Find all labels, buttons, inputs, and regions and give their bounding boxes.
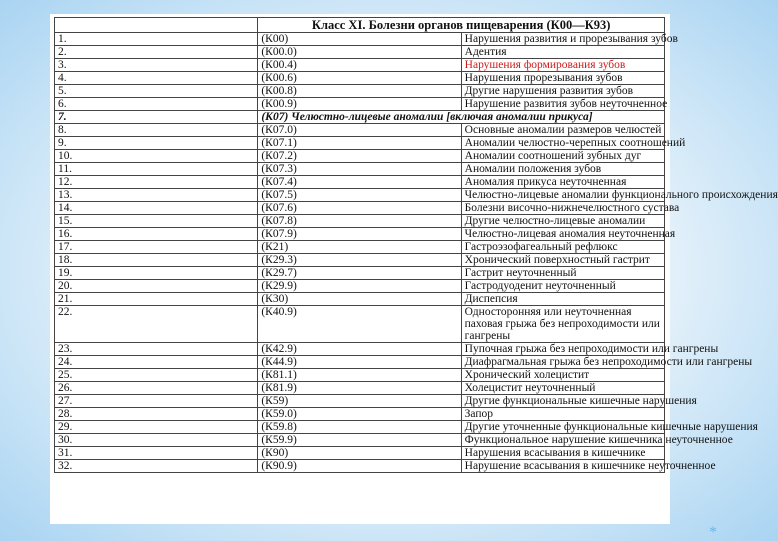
disease-table bbox=[54, 17, 778, 473]
corner-asterisk: * bbox=[709, 524, 717, 541]
icd-code: (К59.9) bbox=[258, 434, 461, 447]
table-row bbox=[55, 202, 665, 215]
diagnosis-name: Нарушения развития и прорезывания зубов bbox=[461, 33, 664, 46]
table-row bbox=[55, 72, 665, 85]
row-number: 32. bbox=[55, 460, 258, 473]
diagnosis-name: Диафрагмальная грыжа без непроходимости или гангрены bbox=[461, 356, 664, 369]
diagnosis-name: Другие нарушения развития зубов bbox=[461, 85, 664, 98]
document-sheet bbox=[50, 14, 778, 524]
row-number: 14. bbox=[55, 202, 258, 215]
row-number: 6. bbox=[55, 98, 258, 111]
diagnosis-name: Челюстно-лицевая аномалия неуточненная bbox=[461, 228, 664, 241]
diagnosis-name: Челюстно-лицевые аномалии функционального происхождения bbox=[461, 189, 664, 202]
diagnosis-name: Нарушение развития зубов неуточненное bbox=[461, 98, 664, 111]
table-row bbox=[55, 85, 665, 98]
table-row bbox=[55, 59, 665, 72]
icd-code: (К00.8) bbox=[258, 85, 461, 98]
table-header-row bbox=[55, 18, 665, 33]
icd-code: (К29.9) bbox=[258, 280, 461, 293]
diagnosis-name: Запор bbox=[461, 408, 664, 421]
diagnosis-name: Нарушения всасывания в кишечнике bbox=[461, 447, 664, 460]
row-number: 1. bbox=[55, 33, 258, 46]
table-row bbox=[55, 241, 665, 254]
icd-code: (К07.4) bbox=[258, 176, 461, 189]
table-row bbox=[55, 382, 665, 395]
row-number: 27. bbox=[55, 395, 258, 408]
icd-code: (К29.7) bbox=[258, 267, 461, 280]
diagnosis-name: Нарушения прорезывания зубов bbox=[461, 72, 664, 85]
diagnosis-name: Гастродуоденит неуточненный bbox=[461, 280, 664, 293]
row-number: 13. bbox=[55, 189, 258, 202]
diagnosis-name: Аномалии положения зубов bbox=[461, 163, 664, 176]
row-number: 12. bbox=[55, 176, 258, 189]
diagnosis-name: Нарушение всасывания в кишечнике неуточненное bbox=[461, 460, 664, 473]
icd-code: (К21) bbox=[258, 241, 461, 254]
row-number: 16. bbox=[55, 228, 258, 241]
icd-code: (К29.3) bbox=[258, 254, 461, 267]
row-number: 3. bbox=[55, 59, 258, 72]
diagnosis-name: Гастроэзофагеальный рефлюкс bbox=[461, 241, 664, 254]
icd-code: (К42.9) bbox=[258, 343, 461, 356]
table-row bbox=[55, 408, 665, 421]
diagnosis-name: Другие челюстно-лицевые аномалии bbox=[461, 215, 664, 228]
table-row bbox=[55, 421, 665, 434]
diagnosis-name: Другие уточненные функциональные кишечные нарушения bbox=[461, 421, 664, 434]
table-row bbox=[55, 189, 665, 202]
table-row bbox=[55, 369, 665, 382]
icd-code: (К07.8) bbox=[258, 215, 461, 228]
table-row bbox=[55, 150, 665, 163]
row-number: 21. bbox=[55, 293, 258, 306]
diagnosis-name: Аномалии соотношений зубных дуг bbox=[461, 150, 664, 163]
table-row bbox=[55, 395, 665, 408]
icd-code: (К59) bbox=[258, 395, 461, 408]
table-row bbox=[55, 293, 665, 306]
diagnosis-name: Односторонняя или неуточненная паховая грыжа без непроходимости или гангрены bbox=[461, 306, 664, 343]
icd-code: (К40.9) bbox=[258, 306, 461, 343]
icd-code: (К07.2) bbox=[258, 150, 461, 163]
table-row bbox=[55, 280, 665, 293]
table-row bbox=[55, 176, 665, 189]
table-row bbox=[55, 137, 665, 150]
table-row bbox=[55, 46, 665, 59]
table-row bbox=[55, 111, 665, 124]
row-number: 8. bbox=[55, 124, 258, 137]
table-row bbox=[55, 343, 665, 356]
table-row bbox=[55, 460, 665, 473]
table-row bbox=[55, 356, 665, 369]
diagnosis-name: Диспепсия bbox=[461, 293, 664, 306]
row-number: 5. bbox=[55, 85, 258, 98]
table-row bbox=[55, 163, 665, 176]
table-row bbox=[55, 306, 665, 343]
diagnosis-name: Аномалии челюстно-черепных соотношений bbox=[461, 137, 664, 150]
row-number: 4. bbox=[55, 72, 258, 85]
diagnosis-name: Основные аномалии размеров челюстей bbox=[461, 124, 664, 137]
icd-code: (К00.9) bbox=[258, 98, 461, 111]
icd-code: (К30) bbox=[258, 293, 461, 306]
icd-code: (К59.0) bbox=[258, 408, 461, 421]
row-number: 17. bbox=[55, 241, 258, 254]
diagnosis-name: Нарушения формирования зубов bbox=[461, 59, 664, 72]
header-num-cell bbox=[55, 18, 258, 33]
icd-code: (К00.6) bbox=[258, 72, 461, 85]
diagnosis-name: Хронический поверхностный гастрит bbox=[461, 254, 664, 267]
row-number: 20. bbox=[55, 280, 258, 293]
table-row bbox=[55, 447, 665, 460]
table-row bbox=[55, 267, 665, 280]
table-title: Класс XI. Болезни органов пищеварения (К00—К93) bbox=[258, 18, 665, 33]
row-number: 19. bbox=[55, 267, 258, 280]
row-number: 30. bbox=[55, 434, 258, 447]
diagnosis-name: Холецистит неуточненный bbox=[461, 382, 664, 395]
row-number: 31. bbox=[55, 447, 258, 460]
row-number: 26. bbox=[55, 382, 258, 395]
diagnosis-name: Аномалия прикуса неуточненная bbox=[461, 176, 664, 189]
row-number: 22. bbox=[55, 306, 258, 343]
row-number: 25. bbox=[55, 369, 258, 382]
row-number: 2. bbox=[55, 46, 258, 59]
diagnosis-name: Функциональное нарушение кишечника неуточненное bbox=[461, 434, 664, 447]
icd-code: (К81.1) bbox=[258, 369, 461, 382]
section-heading: (К07) Челюстно-лицевые аномалии [включая аномалии прикуса] bbox=[258, 111, 665, 124]
icd-code: (К44.9) bbox=[258, 356, 461, 369]
row-number: 24. bbox=[55, 356, 258, 369]
icd-code: (К81.9) bbox=[258, 382, 461, 395]
table-row bbox=[55, 124, 665, 137]
row-number: 7. bbox=[55, 111, 258, 124]
diagnosis-name: Другие функциональные кишечные нарушения bbox=[461, 395, 664, 408]
table-row bbox=[55, 98, 665, 111]
table-row bbox=[55, 434, 665, 447]
diagnosis-name: Адентия bbox=[461, 46, 664, 59]
diagnosis-name: Хронический холецистит bbox=[461, 369, 664, 382]
diagnosis-name: Гастрит неуточненный bbox=[461, 267, 664, 280]
table-row bbox=[55, 215, 665, 228]
icd-code: (К00.0) bbox=[258, 46, 461, 59]
icd-code: (К59.8) bbox=[258, 421, 461, 434]
icd-code: (К00.4) bbox=[258, 59, 461, 72]
row-number: 9. bbox=[55, 137, 258, 150]
icd-code: (К90.9) bbox=[258, 460, 461, 473]
icd-code: (К07.3) bbox=[258, 163, 461, 176]
row-number: 15. bbox=[55, 215, 258, 228]
row-number: 28. bbox=[55, 408, 258, 421]
row-number: 11. bbox=[55, 163, 258, 176]
table-row bbox=[55, 228, 665, 241]
icd-code: (К07.5) bbox=[258, 189, 461, 202]
row-number: 23. bbox=[55, 343, 258, 356]
icd-code: (К07.1) bbox=[258, 137, 461, 150]
row-number: 29. bbox=[55, 421, 258, 434]
row-number: 10. bbox=[55, 150, 258, 163]
row-number: 18. bbox=[55, 254, 258, 267]
table-row bbox=[55, 254, 665, 267]
table-row bbox=[55, 33, 665, 46]
icd-code: (К07.9) bbox=[258, 228, 461, 241]
icd-code: (К00) bbox=[258, 33, 461, 46]
icd-code: (К07.0) bbox=[258, 124, 461, 137]
diagnosis-name: Пупочная грыжа без непроходимости или гангрены bbox=[461, 343, 664, 356]
diagnosis-name: Болезни височно-нижнечелюстного сустава bbox=[461, 202, 664, 215]
icd-code: (К90) bbox=[258, 447, 461, 460]
icd-code: (К07.6) bbox=[258, 202, 461, 215]
